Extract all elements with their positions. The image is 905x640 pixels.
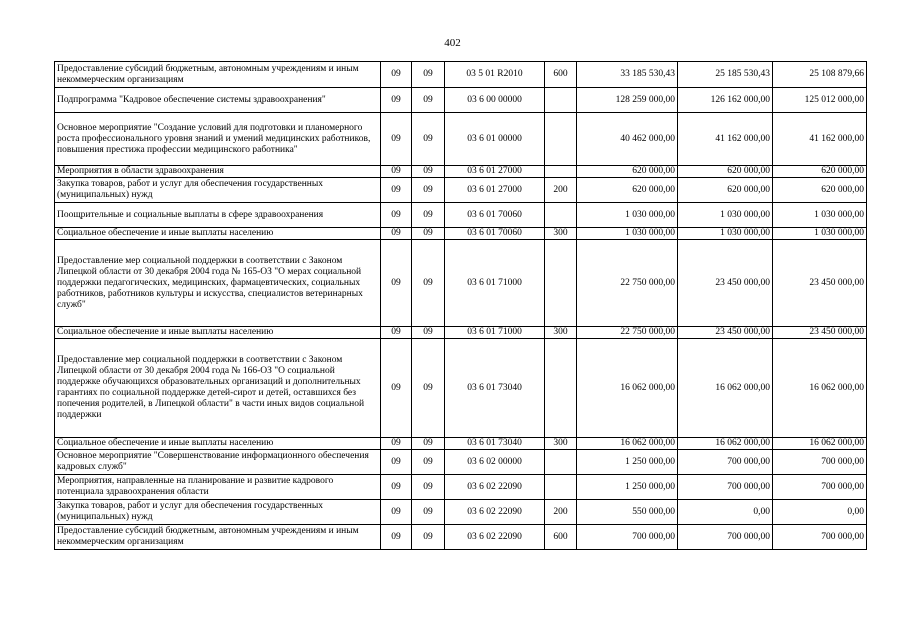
subsection-code: 09: [412, 525, 445, 550]
expense-type-code: [545, 88, 577, 113]
amount-year-2: 0,00: [678, 500, 773, 525]
target-article-code: 03 6 01 73040: [445, 438, 545, 450]
section-code: 09: [381, 228, 412, 240]
target-article-code: 03 6 01 70060: [445, 228, 545, 240]
amount-year-3: 620 000,00: [773, 178, 867, 203]
amount-year-2: 1 030 000,00: [678, 203, 773, 228]
target-article-code: 03 6 02 00000: [445, 450, 545, 475]
subsection-code: 09: [412, 178, 445, 203]
subsection-code: 09: [412, 500, 445, 525]
amount-year-2: 126 162 000,00: [678, 88, 773, 113]
target-article-code: 03 6 01 71000: [445, 327, 545, 339]
subsection-code: 09: [412, 166, 445, 178]
amount-year-1: 22 750 000,00: [577, 240, 678, 327]
section-code: 09: [381, 525, 412, 550]
table-row: [55, 166, 867, 178]
amount-year-2: 41 162 000,00: [678, 113, 773, 166]
section-code: 09: [381, 339, 412, 438]
amount-year-2: 1 030 000,00: [678, 228, 773, 240]
expense-type-code: [545, 166, 577, 178]
amount-year-1: 33 185 530,43: [577, 62, 678, 88]
table-row: [55, 228, 867, 240]
amount-year-2: 620 000,00: [678, 166, 773, 178]
table-row: [55, 88, 867, 113]
section-code: 09: [381, 450, 412, 475]
table-row: [55, 525, 867, 550]
section-code: 09: [381, 438, 412, 450]
section-code: 09: [381, 62, 412, 88]
section-code: 09: [381, 475, 412, 500]
amount-year-2: 16 062 000,00: [678, 438, 773, 450]
target-article-code: 03 6 01 00000: [445, 113, 545, 166]
expense-type-code: 300: [545, 438, 577, 450]
amount-year-3: 700 000,00: [773, 525, 867, 550]
amount-year-1: 700 000,00: [577, 525, 678, 550]
table-row: [55, 475, 867, 500]
amount-year-1: 1 030 000,00: [577, 203, 678, 228]
amount-year-2: 16 062 000,00: [678, 339, 773, 438]
row-name: Мероприятия в области здравоохранения: [55, 166, 381, 178]
subsection-code: 09: [412, 438, 445, 450]
subsection-code: 09: [412, 339, 445, 438]
target-article-code: 03 6 02 22090: [445, 475, 545, 500]
amount-year-3: 1 030 000,00: [773, 203, 867, 228]
subsection-code: 09: [412, 113, 445, 166]
row-name: Закупка товаров, работ и услуг для обеспечения государственных (муниципальных) нужд: [55, 178, 381, 203]
amount-year-3: 700 000,00: [773, 475, 867, 500]
amount-year-1: 1 250 000,00: [577, 450, 678, 475]
expense-type-code: 300: [545, 327, 577, 339]
budget-table: [54, 61, 867, 550]
target-article-code: 03 5 01 R2010: [445, 62, 545, 88]
row-name: Социальное обеспечение и иные выплаты населению: [55, 228, 381, 240]
amount-year-2: 620 000,00: [678, 178, 773, 203]
section-code: 09: [381, 113, 412, 166]
row-name: Закупка товаров, работ и услуг для обеспечения государственных (муниципальных) нужд: [55, 500, 381, 525]
amount-year-3: 1 030 000,00: [773, 228, 867, 240]
subsection-code: 09: [412, 327, 445, 339]
expense-type-code: 600: [545, 525, 577, 550]
table-row: [55, 500, 867, 525]
amount-year-3: 41 162 000,00: [773, 113, 867, 166]
amount-year-1: 1 030 000,00: [577, 228, 678, 240]
section-code: 09: [381, 178, 412, 203]
table-row: [55, 62, 867, 88]
table-row: [55, 178, 867, 203]
table-row: [55, 450, 867, 475]
expense-type-code: [545, 203, 577, 228]
amount-year-3: 23 450 000,00: [773, 240, 867, 327]
table-row: [55, 339, 867, 438]
table-row: [55, 113, 867, 166]
expense-type-code: [545, 240, 577, 327]
amount-year-3: 620 000,00: [773, 166, 867, 178]
amount-year-1: 16 062 000,00: [577, 438, 678, 450]
subsection-code: 09: [412, 88, 445, 113]
amount-year-3: 125 012 000,00: [773, 88, 867, 113]
amount-year-3: 0,00: [773, 500, 867, 525]
section-code: 09: [381, 240, 412, 327]
amount-year-3: 23 450 000,00: [773, 327, 867, 339]
table-row: [55, 327, 867, 339]
section-code: 09: [381, 88, 412, 113]
expense-type-code: 200: [545, 500, 577, 525]
expense-type-code: 300: [545, 228, 577, 240]
target-article-code: 03 6 01 70060: [445, 203, 545, 228]
amount-year-2: 25 185 530,43: [678, 62, 773, 88]
amount-year-2: 23 450 000,00: [678, 240, 773, 327]
amount-year-1: 620 000,00: [577, 178, 678, 203]
amount-year-1: 128 259 000,00: [577, 88, 678, 113]
table-row: [55, 438, 867, 450]
amount-year-2: 700 000,00: [678, 475, 773, 500]
amount-year-1: 620 000,00: [577, 166, 678, 178]
subsection-code: 09: [412, 62, 445, 88]
row-name: Подпрограмма "Кадровое обеспечение системы здравоохранения": [55, 88, 381, 113]
expense-type-code: [545, 475, 577, 500]
row-name: Мероприятия, направленные на планирование и развитие кадрового потенциала здравоохранения области: [55, 475, 381, 500]
expense-type-code: 200: [545, 178, 577, 203]
amount-year-1: 550 000,00: [577, 500, 678, 525]
subsection-code: 09: [412, 240, 445, 327]
target-article-code: 03 6 02 22090: [445, 500, 545, 525]
table-row: [55, 203, 867, 228]
target-article-code: 03 6 01 27000: [445, 166, 545, 178]
target-article-code: 03 6 01 71000: [445, 240, 545, 327]
amount-year-1: 40 462 000,00: [577, 113, 678, 166]
target-article-code: 03 6 00 00000: [445, 88, 545, 113]
row-name: Поощрительные и социальные выплаты в сфере здравоохранения: [55, 203, 381, 228]
subsection-code: 09: [412, 475, 445, 500]
subsection-code: 09: [412, 450, 445, 475]
table-row: [55, 240, 867, 327]
subsection-code: 09: [412, 203, 445, 228]
expense-type-code: 600: [545, 62, 577, 88]
amount-year-3: 16 062 000,00: [773, 438, 867, 450]
expense-type-code: [545, 113, 577, 166]
subsection-code: 09: [412, 228, 445, 240]
row-name: Предоставление субсидий бюджетным, автономным учреждениям и иным некоммерческим организациям: [55, 62, 381, 88]
section-code: 09: [381, 500, 412, 525]
section-code: 09: [381, 203, 412, 228]
expense-type-code: [545, 450, 577, 475]
section-code: 09: [381, 327, 412, 339]
amount-year-1: 22 750 000,00: [577, 327, 678, 339]
target-article-code: 03 6 01 73040: [445, 339, 545, 438]
amount-year-1: 1 250 000,00: [577, 475, 678, 500]
row-name: Предоставление мер социальной поддержки в соответствии с Законом Липецкой области от 30 декабря 2004 года № 165-ОЗ "О мерах социальной поддержки педагогических, медицинских, фармацевтических, социальных работников, работников культуры и искусства, специалистов ветеринарных служб": [55, 240, 381, 327]
target-article-code: 03 6 01 27000: [445, 178, 545, 203]
row-name: Основное мероприятие "Совершенствование информационного обеспечения кадровых служб": [55, 450, 381, 475]
amount-year-3: 25 108 879,66: [773, 62, 867, 88]
row-name: Социальное обеспечение и иные выплаты населению: [55, 438, 381, 450]
row-name: Предоставление мер социальной поддержки в соответствии с Законом Липецкой области от 30 декабря 2004 года № 166-ОЗ "О социальной поддержке обучающихся образовательных организаций и дополнительных гарантиях по социальной поддержке детей-сирот и детей, оставшихся без попечения родителей, в Липецкой области" в части иных видов социальной поддержки: [55, 339, 381, 438]
page-number: 402: [444, 37, 461, 49]
amount-year-3: 700 000,00: [773, 450, 867, 475]
row-name: Социальное обеспечение и иные выплаты населению: [55, 327, 381, 339]
amount-year-2: 23 450 000,00: [678, 327, 773, 339]
amount-year-2: 700 000,00: [678, 450, 773, 475]
row-name: Предоставление субсидий бюджетным, автономным учреждениям и иным некоммерческим организациям: [55, 525, 381, 550]
row-name: Основное мероприятие "Создание условий для подготовки и планомерного роста профессионального уровня знаний и умений медицинских работников, повышения престижа профессии медицинского работника": [55, 113, 381, 166]
section-code: 09: [381, 166, 412, 178]
amount-year-3: 16 062 000,00: [773, 339, 867, 438]
amount-year-2: 700 000,00: [678, 525, 773, 550]
target-article-code: 03 6 02 22090: [445, 525, 545, 550]
expense-type-code: [545, 339, 577, 438]
amount-year-1: 16 062 000,00: [577, 339, 678, 438]
